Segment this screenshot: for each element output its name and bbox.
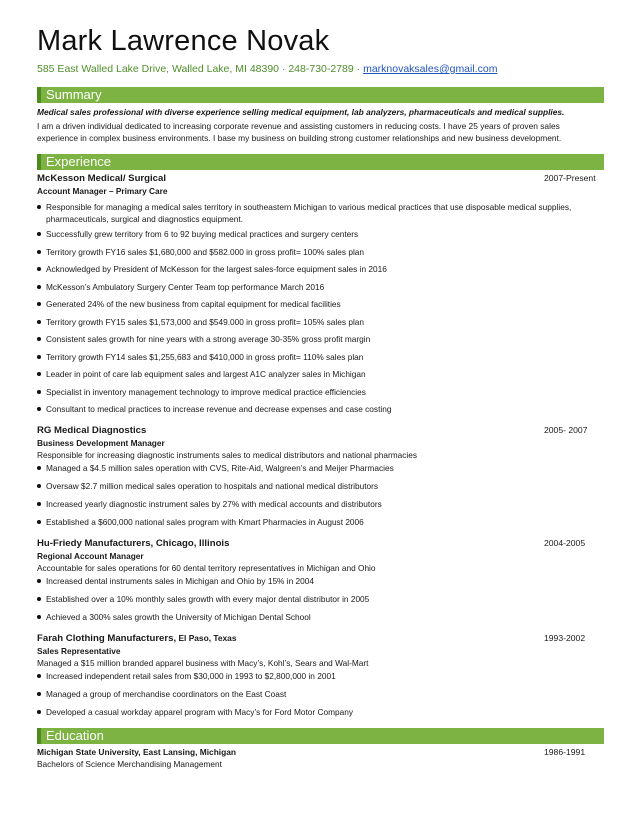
list-item: Territory growth FY14 sales $1,255,683 and $410,000 in gross profit= 110% sales plan <box>37 351 604 363</box>
education-entry <box>37 746 604 758</box>
list-item: Increased dental instruments sales in Michigan and Ohio by 15% in 2004 <box>37 575 604 587</box>
list-item: Increased yearly diagnostic instrument sales by 27% with medical accounts and distributors <box>37 498 604 510</box>
list-item: Responsible for managing a medical sales territory in southeastern Michigan to various medical practices that use disposable medical supplies, pharmaceuticals, surgical and diagnostics equipment. <box>37 201 601 225</box>
address-phone: 585 East Walled Lake Drive, Walled Lake, MI 48390 · 248-730-2789 · <box>37 63 364 75</box>
list-item: Territory growth FY15 sales $1,573,000 and $549.000 in gross profit= 105% sales plan <box>37 316 604 328</box>
job-entry <box>37 172 604 415</box>
job-bullets <box>37 670 604 718</box>
summary-heading: Summary <box>37 87 604 103</box>
list-item: Acknowledged by President of McKesson for the largest sales-force equipment sales in 2016 <box>37 263 604 275</box>
list-item: Established over a 10% monthly sales growth with every major dental distributor in 2005 <box>37 593 604 605</box>
education-heading: Education <box>37 728 604 744</box>
job-role: Account Manager – Primary Care <box>37 186 168 196</box>
job-role: Sales Representative <box>37 646 121 656</box>
list-item: Increased independent retail sales from $30,000 in 1993 to $2,800,000 in 2001 <box>37 670 604 682</box>
contact-line <box>37 62 604 76</box>
job-bullets <box>37 575 604 623</box>
job-bullets <box>37 201 604 415</box>
company-name <box>37 632 237 645</box>
experience-heading: Experience <box>37 154 604 170</box>
list-item: Consultant to medical practices to increase revenue and decrease expenses and case costing <box>37 403 604 415</box>
company-name: RG Medical Diagnostics <box>37 425 147 436</box>
education-dates: 1986-1991 <box>544 747 586 757</box>
list-item: Developed a casual workday apparel program with Macy’s for Ford Motor Company <box>37 706 604 718</box>
candidate-name: Mark Lawrence Novak <box>37 25 330 57</box>
job-description: Responsible for increasing diagnostic instruments sales to medical distributors and national pharmacies <box>37 450 418 460</box>
job-dates: 2004-2005 <box>544 538 586 548</box>
list-item: Managed a group of merchandise coordinators on the East Coast <box>37 688 604 700</box>
job-role: Regional Account Manager <box>37 551 144 561</box>
email-link[interactable]: marknovaksales@gmail.com <box>363 63 498 75</box>
company-name: McKesson Medical/ Surgical <box>37 173 167 184</box>
job-bullets <box>37 462 604 528</box>
job-description: Accountable for sales operations for 60 dental territory representatives in Michigan and Ohio <box>37 563 376 573</box>
list-item: McKesson’s Ambulatory Surgery Center Team top performance March 2016 <box>37 281 604 293</box>
school-name: Michigan State University, East Lansing, Michigan <box>37 747 237 757</box>
degree: Bachelors of Science Merchandising Management <box>37 759 222 769</box>
company-name: Hu-Friedy Manufacturers, Chicago, Illinois <box>37 538 230 549</box>
job-description: Managed a $15 million branded apparel business with Macy’s, Kohl’s, Sears and Wal-Mart <box>37 658 369 668</box>
list-item: Specialist in inventory management technology to improve medical practice efficiencies <box>37 386 604 398</box>
summary-lead: Medical sales professional with diverse experience selling medical equipment, lab analyzers, pharmaceuticals and medical supplies. <box>37 107 565 117</box>
job-entry <box>37 537 604 623</box>
list-item: Generated 24% of the new business from capital equipment for medical facilities <box>37 298 604 310</box>
list-item: Territory growth FY16 sales $1,680,000 and $582.000 in gross profit= 100% sales plan <box>37 246 604 258</box>
job-role: Business Development Manager <box>37 438 165 448</box>
summary-text: I am a driven individual dedicated to increasing corporate revenue and assisting customers in reducing costs. I have 25 years of proven sales experience in complex business environments. I base my business on building strong customer relationships and new business development. <box>37 121 562 143</box>
job-dates: 2005- 2007 <box>544 425 588 435</box>
list-item: Achieved a 300% sales growth the University of Michigan Dental School <box>37 611 604 623</box>
list-item: Consistent sales growth for nine years with a strong average 30-35% gross profit margin <box>37 333 604 345</box>
job-dates: 1993-2002 <box>544 633 586 643</box>
list-item: Successfully grew territory from 6 to 92 buying medical practices and surgery centers <box>37 228 604 240</box>
list-item: Established a $600,000 national sales program with Kmart Pharmacies in August 2006 <box>37 516 604 528</box>
list-item: Managed a $4.5 million sales operation with CVS, Rite-Aid, Walgreen’s and Meijer Pharmacies <box>37 462 604 474</box>
job-entry <box>37 424 604 528</box>
company-label: Farah Clothing Manufacturers, <box>37 633 177 644</box>
list-item: Leader in point of care lab equipment sales and largest A1C analyzer sales in Michigan <box>37 368 604 380</box>
job-entry <box>37 632 604 718</box>
company-location: El Paso, Texas <box>176 633 237 643</box>
job-dates: 2007-Present <box>544 173 596 183</box>
list-item: Oversaw $2.7 million medical sales operation to hospitals and national medical distributors <box>37 480 604 492</box>
